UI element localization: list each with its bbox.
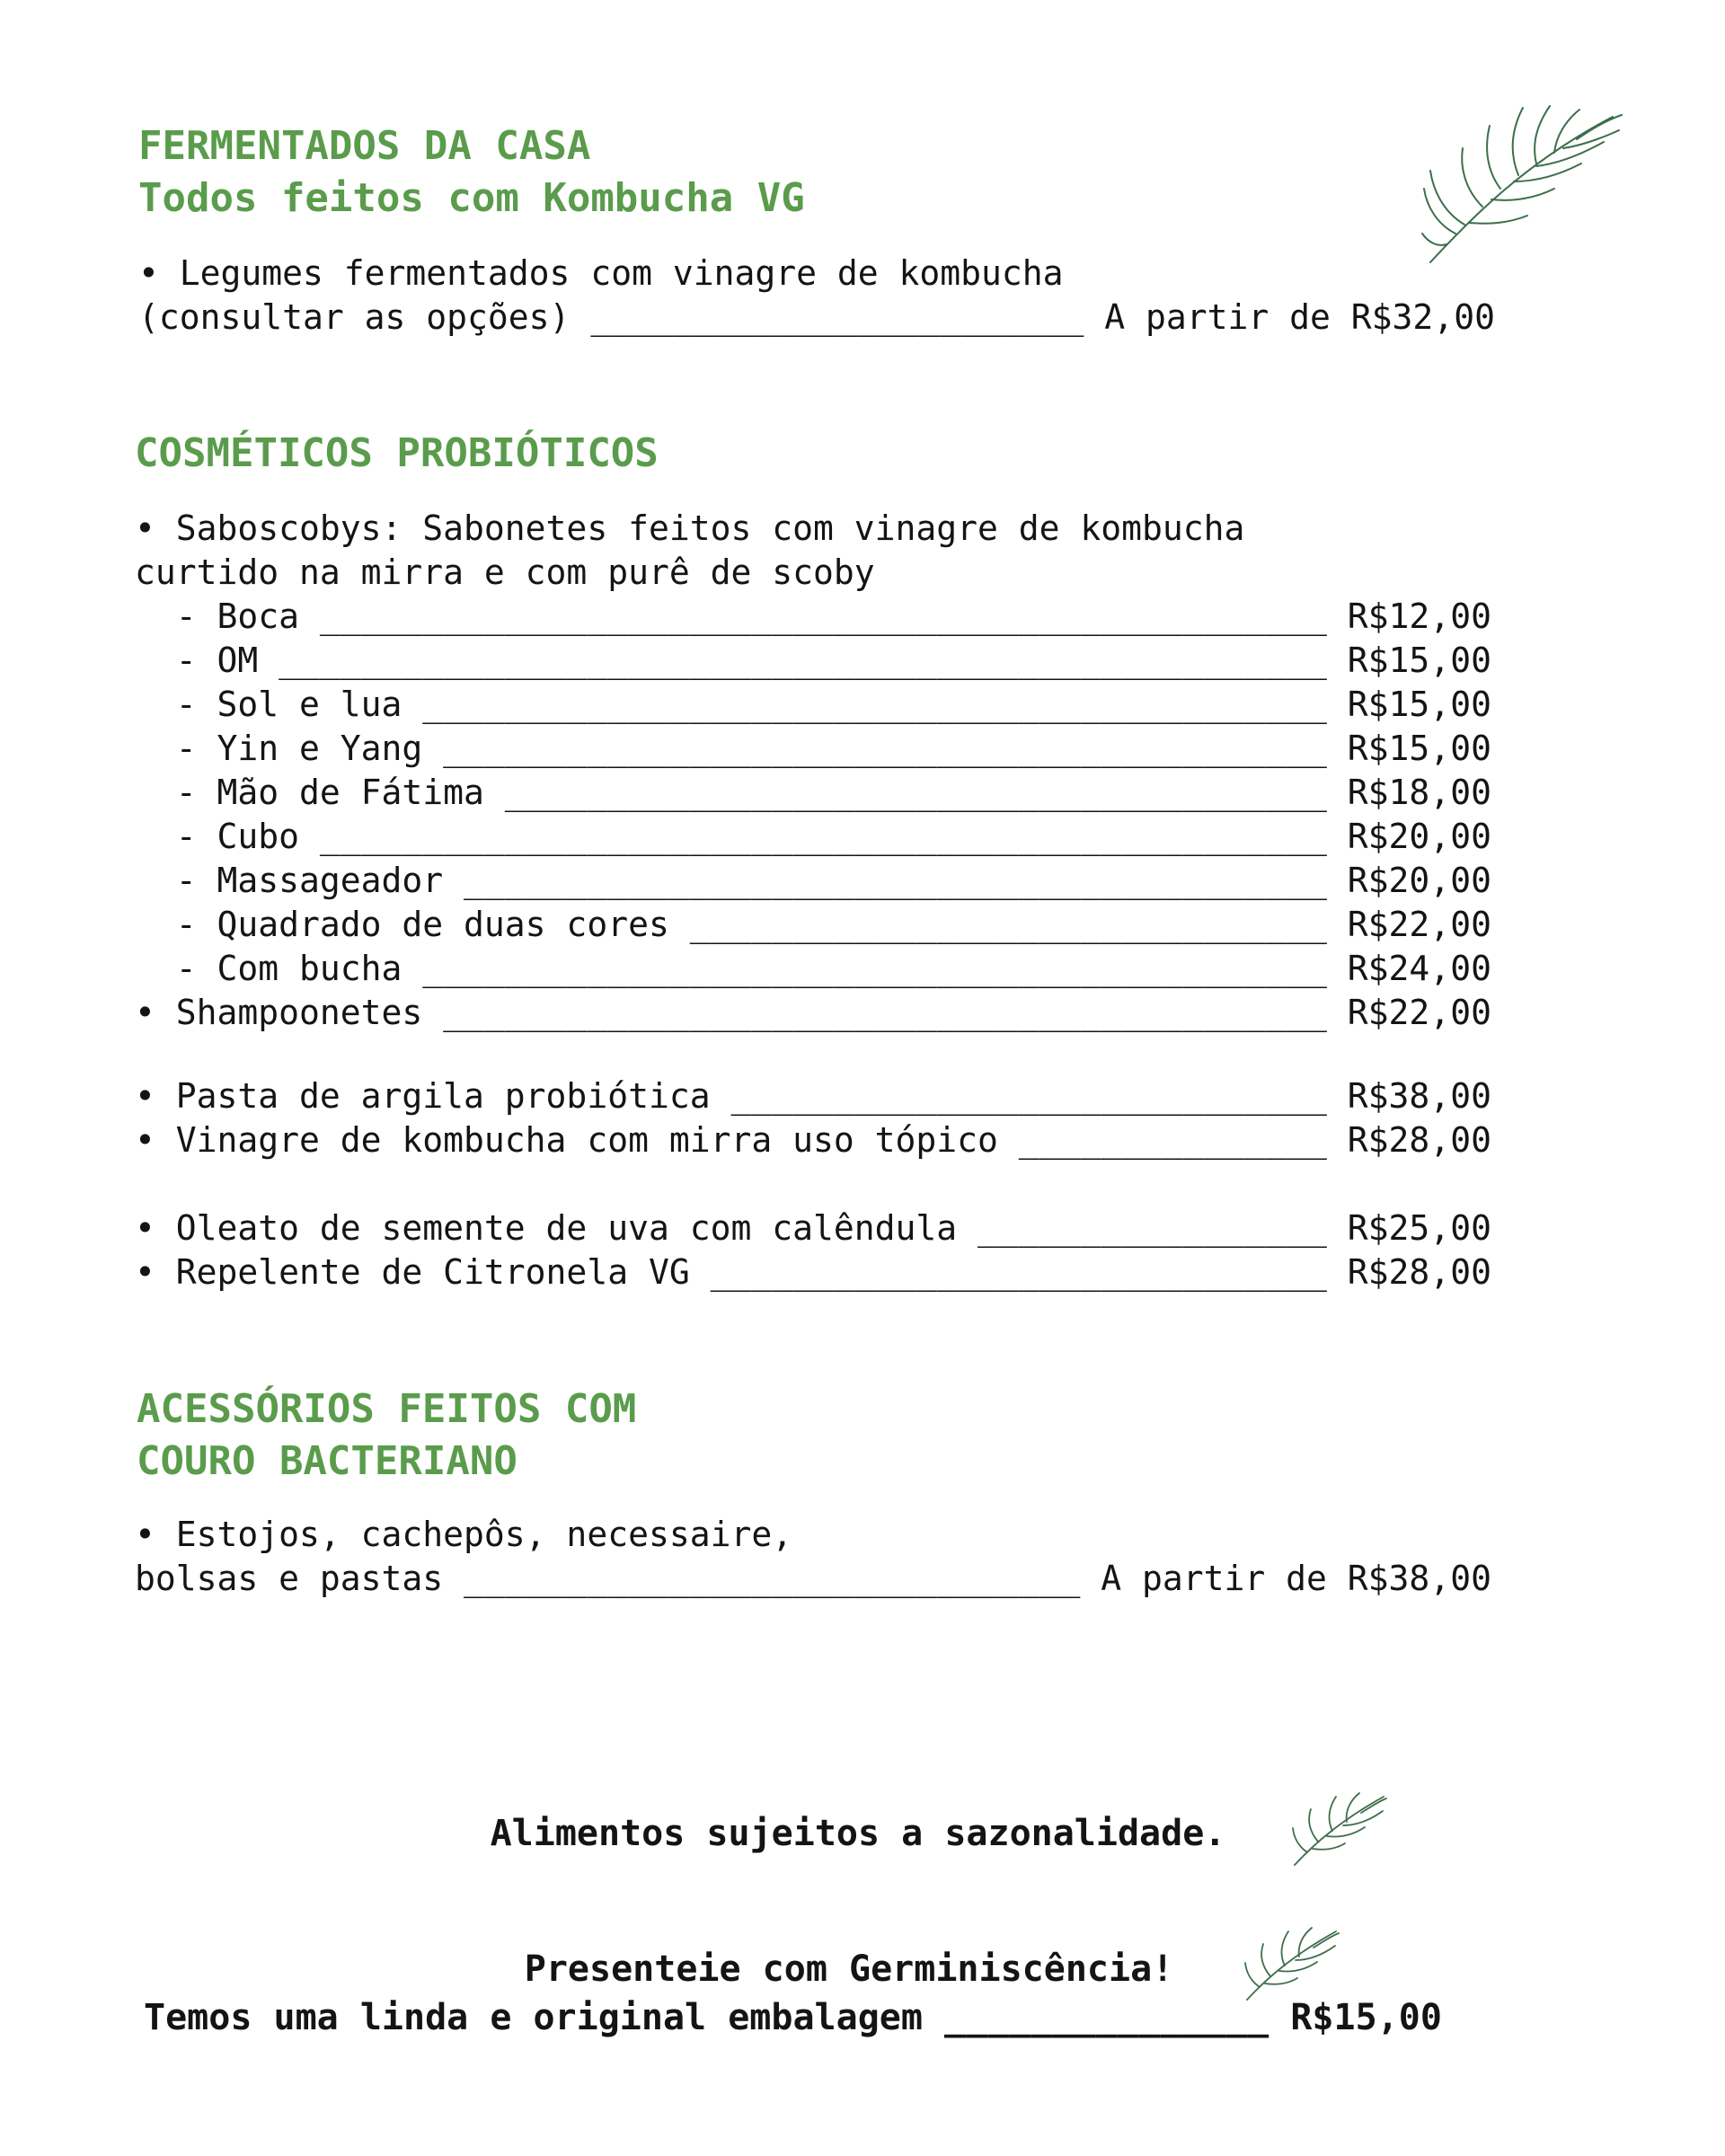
gift-package-row: [144, 1994, 1442, 2041]
seasonality-note: [0, 1810, 1725, 1857]
rosemary-sprig-small-icon-2: [1242, 1922, 1340, 2003]
price-row: - Cubo _________________________________________________ R$20,00: [135, 817, 1491, 856]
price-row: • Oleato de semente de uva com calêndula _________________ R$25,00: [135, 1208, 1491, 1248]
list-item: • Estojos, cachepôs, necessaire,: [135, 1515, 793, 1554]
list-item: • Legumes fermentados com vinagre de kombucha: [138, 253, 1064, 293]
rosemary-sprig-small-icon: [1289, 1788, 1388, 1869]
price-row: • Repelente de Citronela VG ______________________________ R$28,00: [135, 1252, 1491, 1292]
rosemary-sprig-icon: [1420, 99, 1626, 270]
gift-title: Presenteie com Germiniscência!: [524, 1948, 1174, 1990]
fermentados-subtitle: Todos feitos com Kombucha VG: [138, 175, 805, 221]
price-row: bolsas e pastas ______________________________ A partir de R$38,00: [135, 1559, 1491, 1598]
price-row: • Shampoonetes ___________________________________________ R$22,00: [135, 993, 1491, 1032]
fermentados-items: [138, 252, 1495, 340]
acessorios-subtitle: COURO BACTERIANO: [137, 1438, 518, 1484]
gift-package-price: Temos uma linda e original embalagem _______________ R$15,00: [144, 1997, 1442, 2038]
cosmeticos-list: [135, 507, 1491, 1035]
price-row: - Com bucha ____________________________________________ R$24,00: [135, 949, 1491, 988]
list-item: • Saboscobys: Sabonetes feitos com vinagre de kombucha: [135, 508, 1245, 548]
price-row: - OM ___________________________________________________ R$15,00: [135, 641, 1491, 680]
acessorios-title: ACESSÓRIOS FEITOS COM: [137, 1386, 637, 1432]
cosmeticos-section: [135, 428, 659, 480]
cosmeticos-list-3: [135, 1206, 1491, 1294]
price-row: - Boca _________________________________________________ R$12,00: [135, 596, 1491, 636]
price-row: - Quadrado de duas cores _______________________________ R$22,00: [135, 905, 1491, 944]
price-row: - Mão de Fátima ________________________________________ R$18,00: [135, 773, 1491, 812]
fermentados-section: [138, 120, 805, 225]
price-row: - Yin e Yang ___________________________________________ R$15,00: [135, 729, 1491, 768]
price-row: - Sol e lua ____________________________________________ R$15,00: [135, 685, 1491, 724]
cosmeticos-title: COSMÉTICOS PROBIÓTICOS: [135, 430, 659, 476]
gift-section: [0, 1946, 1725, 1993]
list-item: (consultar as opções) ________________________ A partir de R$32,00: [138, 297, 1495, 337]
price-row: - Massageador __________________________________________ R$20,00: [135, 861, 1491, 900]
price-row: • Vinagre de kombucha com mirra uso tópico _______________ R$28,00: [135, 1120, 1491, 1160]
list-item: curtido na mirra e com purê de scoby: [135, 552, 875, 592]
seasonality-text: Alimentos sujeitos a sazonalidade.: [490, 1813, 1226, 1854]
acessorios-items: [135, 1513, 1491, 1601]
acessorios-section: [137, 1383, 636, 1488]
cosmeticos-list-2: [135, 1074, 1491, 1162]
price-row: • Pasta de argila probiótica _____________________________ R$38,00: [135, 1076, 1491, 1116]
fermentados-title: FERMENTADOS DA CASA: [138, 123, 591, 169]
